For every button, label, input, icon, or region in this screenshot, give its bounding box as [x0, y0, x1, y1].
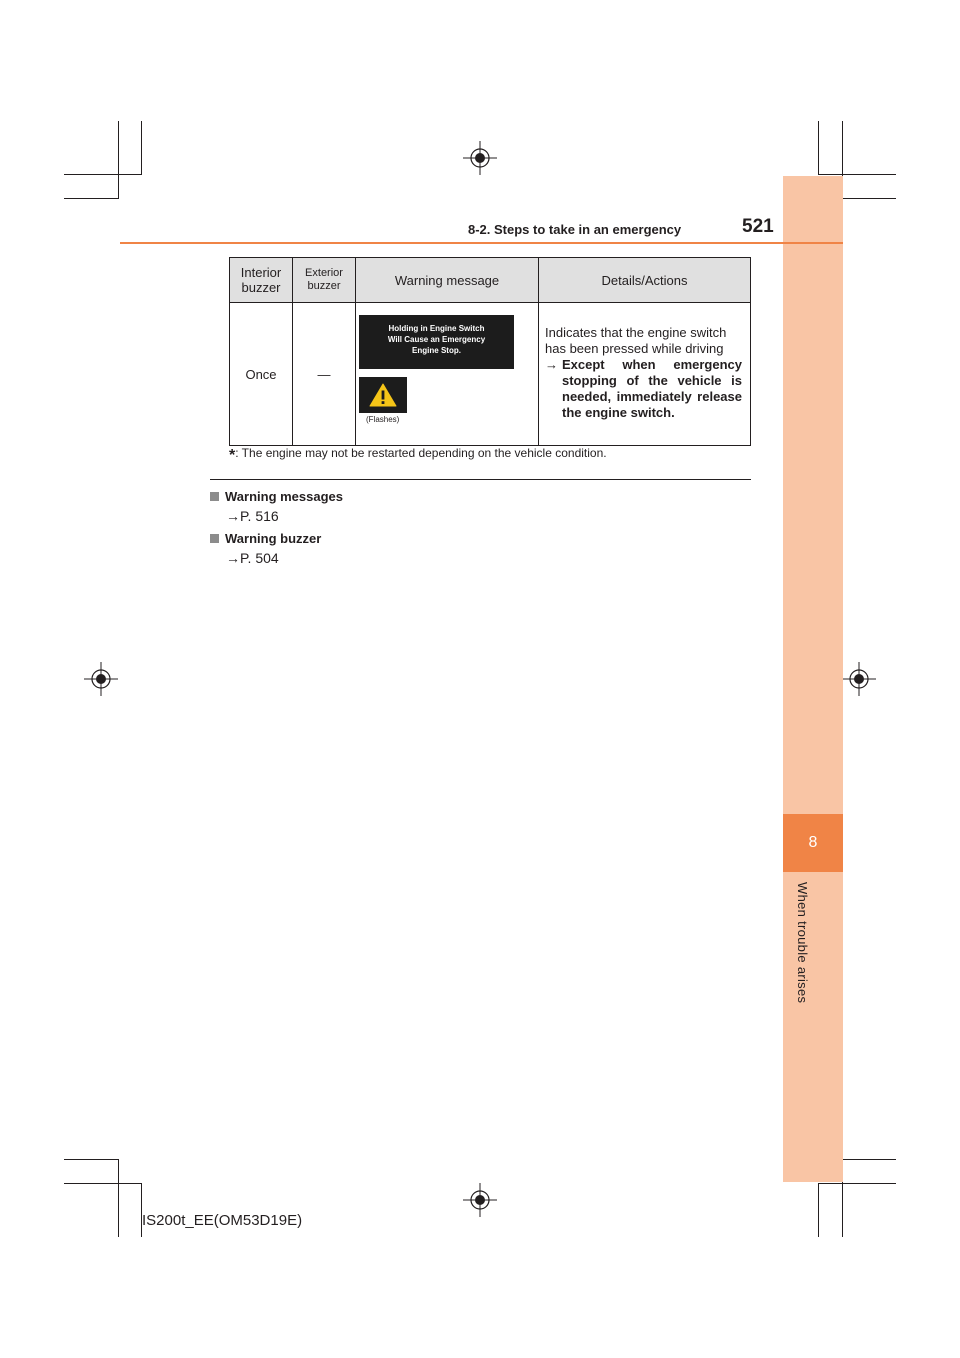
- reference-heading: Warning buzzer: [210, 531, 321, 546]
- section-title: 8-2. Steps to take in an emergency: [468, 222, 682, 237]
- warning-triangle-icon: [369, 383, 397, 407]
- display-line: Holding in Engine Switch: [388, 324, 485, 333]
- crop-mark: [64, 1183, 142, 1184]
- multi-information-display: [359, 315, 514, 369]
- page-reference-link[interactable]: →P. 504: [226, 550, 279, 566]
- square-bullet-icon: [210, 534, 219, 543]
- column-header: Warning message: [356, 258, 539, 303]
- footnote-text: : The engine may not be restarted depending on the vehicle condition.: [235, 446, 607, 460]
- exterior-buzzer-cell: —: [293, 303, 356, 446]
- crop-mark: [818, 121, 819, 175]
- column-header: Details/Actions: [539, 258, 751, 303]
- crop-mark: [118, 121, 119, 199]
- details-intro: Indicates that the engine switch has been pressed while driving: [545, 325, 727, 356]
- crop-mark: [818, 1183, 819, 1237]
- registration-mark-icon: [463, 1183, 497, 1217]
- crop-mark: [64, 198, 118, 199]
- warning-light: [359, 377, 407, 413]
- display-graphic-layer: [229, 257, 751, 437]
- crop-mark: [64, 1159, 118, 1160]
- crop-mark: [842, 1159, 896, 1160]
- section-divider: [210, 479, 751, 480]
- details-action: Except when emergency stopping of the vehicle is needed, immediately release the engine switch.: [562, 357, 742, 420]
- registration-mark-icon: [842, 662, 876, 696]
- interior-buzzer-cell: Once: [230, 303, 293, 446]
- display-line: Will Cause an Emergency: [387, 335, 486, 344]
- crop-mark: [141, 121, 142, 175]
- crop-mark: [818, 174, 896, 175]
- display-line: Engine Stop.: [412, 346, 461, 355]
- reference-heading: Warning messages: [210, 489, 343, 504]
- crop-mark: [818, 1183, 896, 1184]
- footnote: [229, 446, 607, 465]
- document-code: IS200t_EE(OM53D19E): [142, 1212, 303, 1229]
- footnote-marker: *: [229, 447, 236, 464]
- registration-mark-icon: [463, 141, 497, 175]
- page-reference-link[interactable]: →P. 516: [226, 508, 279, 524]
- page-number: 521: [742, 216, 774, 237]
- column-header: Exterior buzzer: [293, 258, 356, 303]
- crop-mark: [842, 198, 896, 199]
- chapter-title: When trouble arises: [795, 882, 810, 1004]
- chapter-number-tab[interactable]: 8: [783, 814, 843, 872]
- crop-mark: [64, 174, 142, 175]
- registration-mark-icon: [84, 662, 118, 696]
- flashes-label: (Flashes): [366, 415, 400, 424]
- header-rule: [120, 242, 843, 244]
- square-bullet-icon: [210, 492, 219, 501]
- arrow-icon: →: [545, 357, 558, 372]
- column-header: Interior buzzer: [230, 258, 293, 303]
- crop-mark: [118, 1159, 119, 1237]
